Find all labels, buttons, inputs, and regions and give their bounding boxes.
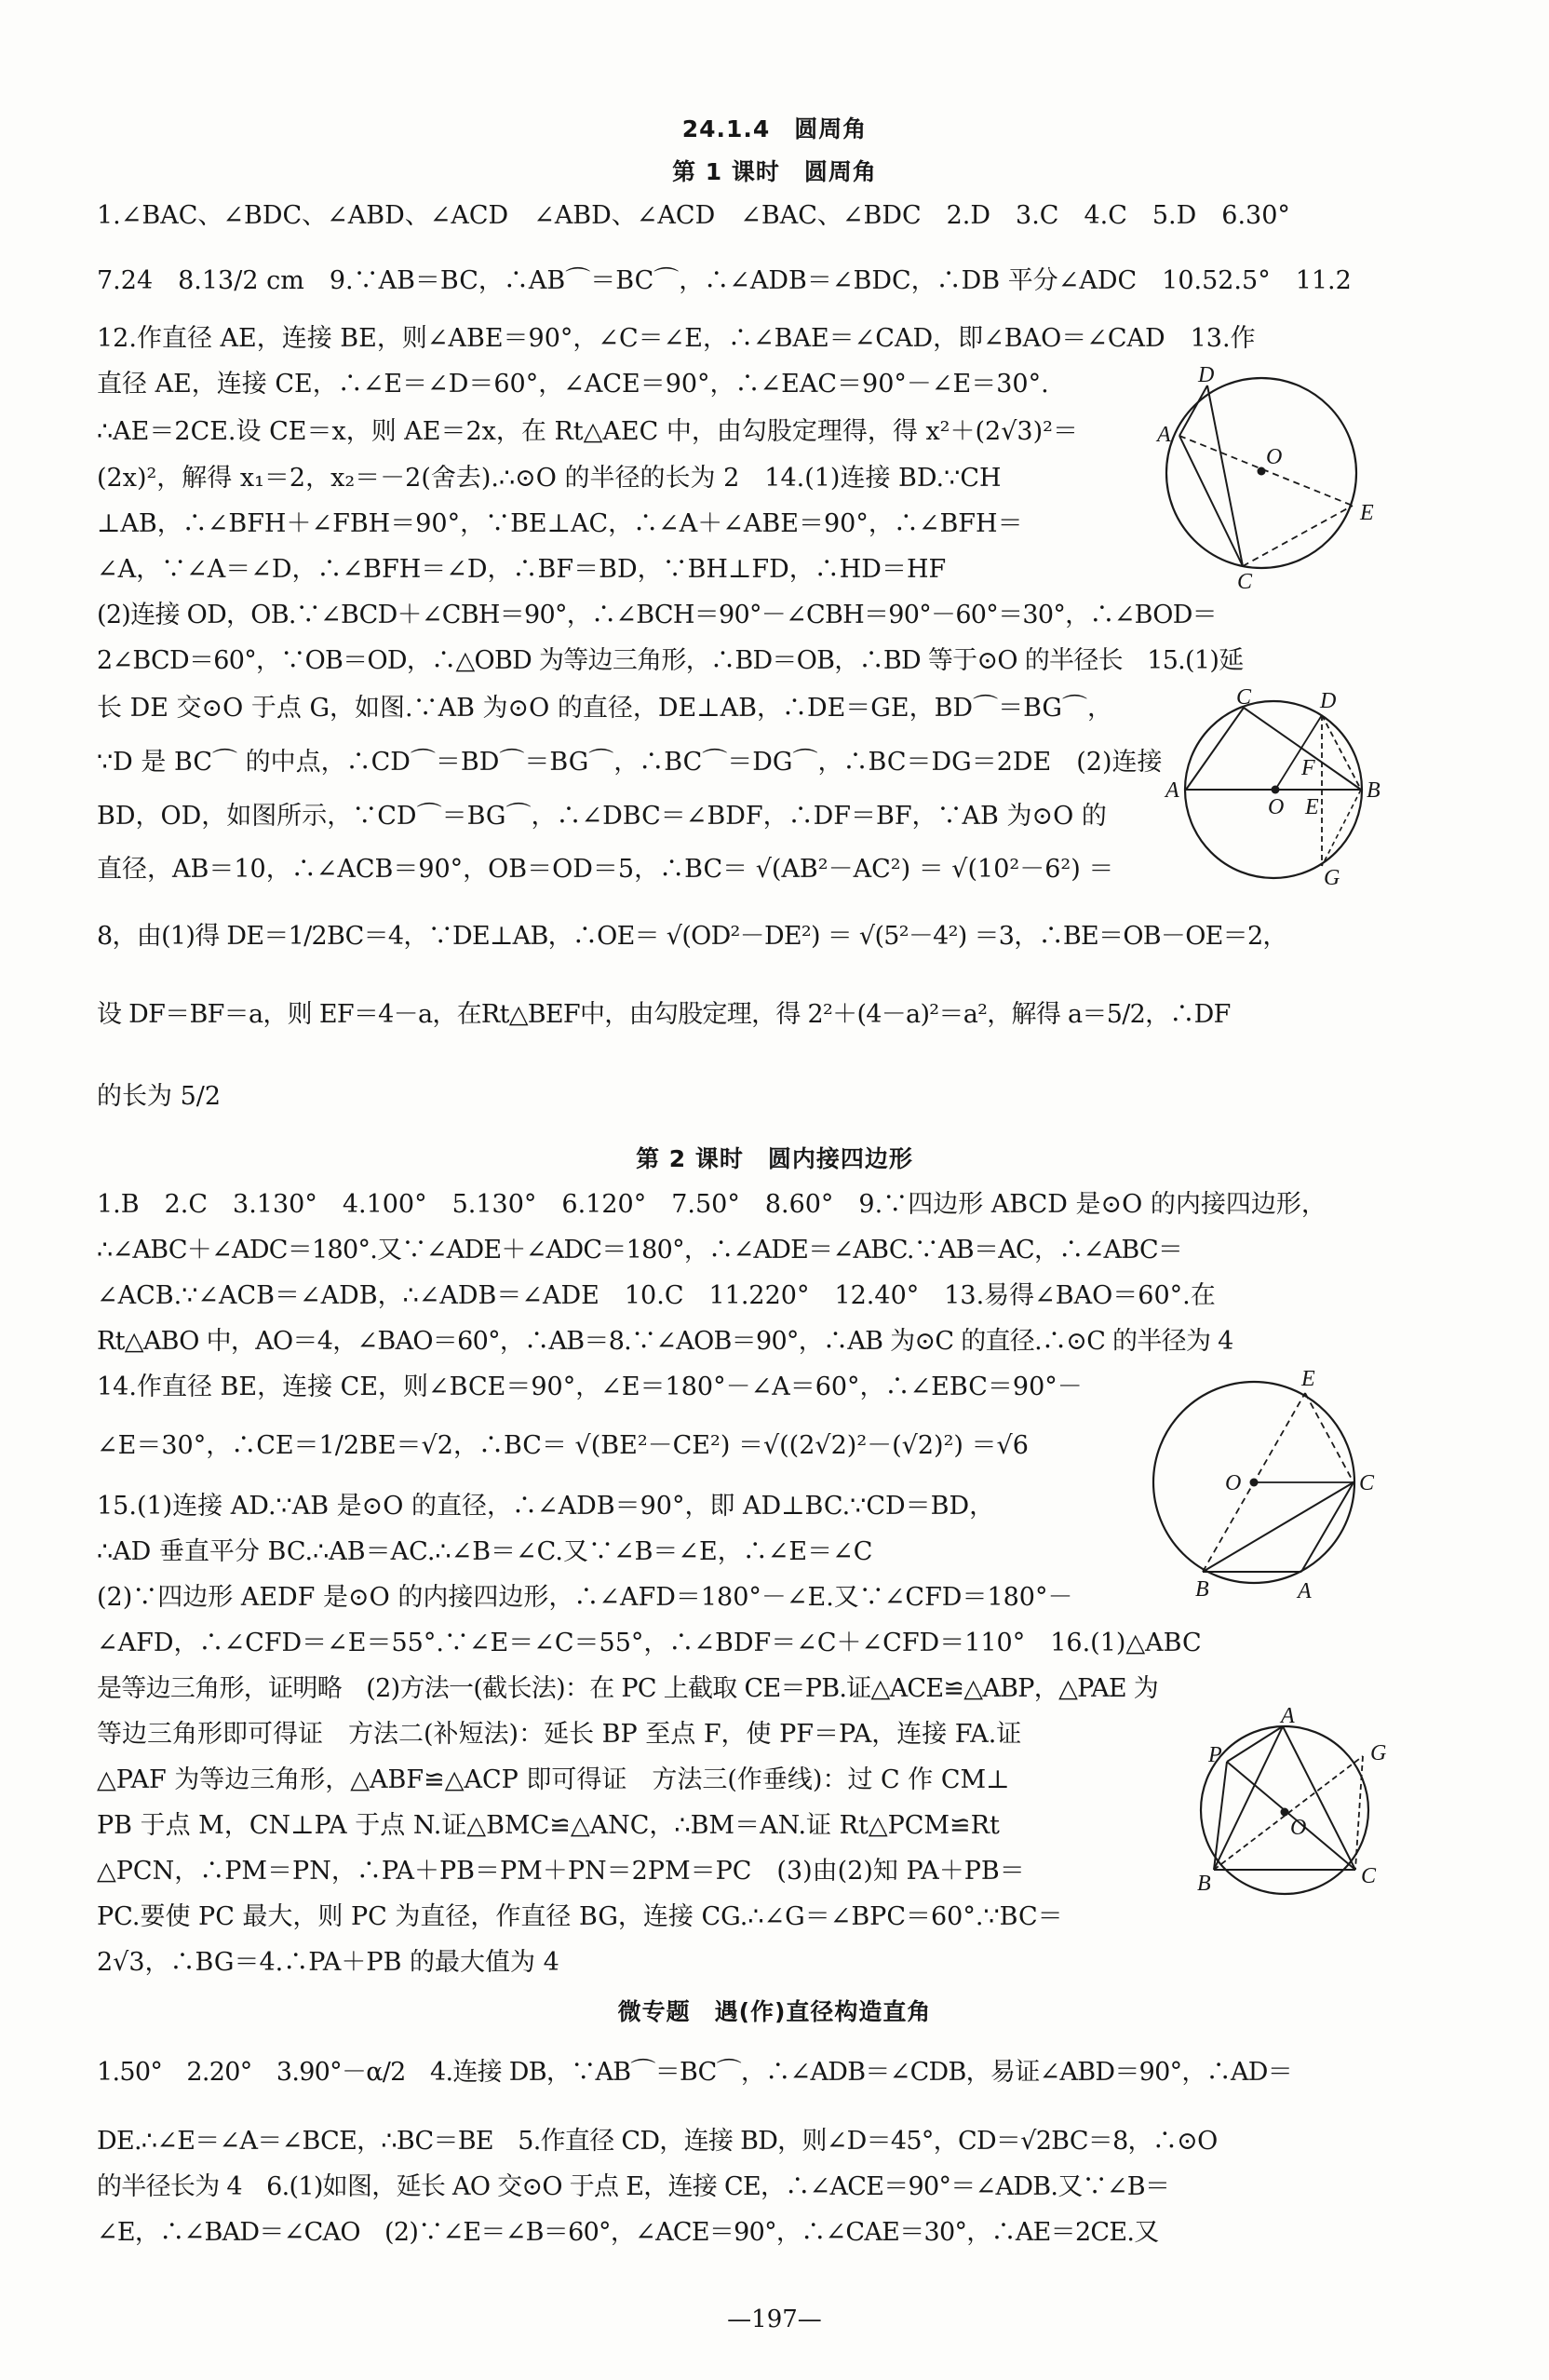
fig4-label-a: A [1281, 1704, 1295, 1728]
figure-circle-2 [1164, 685, 1396, 890]
micro-line-2: DE.∴∠E＝∠A＝∠BCE，∴BC＝BE 5.作直径 CD，连接 BD，则∠D＝45°，CD＝√2BC＝8，∴⊙O [97, 2127, 1218, 2156]
lesson2-line-12: 等边三角形即可得证 方法二(补短法)：延长 BP 至点 F，使 PF＝PA，连接 FA.证 [97, 1720, 1022, 1749]
fig3-label-o: O [1225, 1471, 1242, 1495]
micro-line-4: ∠E，∴∠BAD＝∠CAO (2)∵∠E＝∠B＝60°，∠ACE＝90°，∴∠CAE＝30°，∴AE＝2CE.又 [97, 2218, 1159, 2247]
page-number: —197— [727, 2306, 822, 2333]
lesson1-line-12: ∵D 是 BC⌒ 的中点，∴CD⌒＝BD⌒＝BG⌒，∴BC⌒＝DG⌒，∴BC＝DG＝2DE (2)连接 [97, 748, 1163, 777]
fig2-label-e: E [1305, 795, 1319, 819]
lesson1-title: 第 1 课时 圆周角 [672, 158, 877, 185]
fig3-label-e: E [1301, 1367, 1315, 1391]
fig3-label-a: A [1298, 1579, 1312, 1603]
lesson2-line-3: ∠ACB.∵∠ACB＝∠ADB，∴∠ADB＝∠ADE 10.C 11.220° 12.40° 13.易得∠BAO＝60°.在 [97, 1281, 1216, 1310]
fig1-label-c: C [1237, 570, 1253, 594]
fig1-label-e: E [1360, 501, 1374, 525]
fig2-label-g: G [1324, 866, 1340, 890]
lesson1-line-16: 设 DF＝BF＝a，则 EF＝4－a，在Rt△BEF中，由勾股定理，得 2²＋(4－a)²＝a²，解得 a＝5/2，∴DF [97, 1000, 1231, 1029]
fig3-label-b: B [1195, 1577, 1209, 1602]
fig1-label-o: O [1266, 445, 1283, 469]
lesson1-line-4: 直径 AE，连接 CE，∴∠E＝∠D＝60°，∠ACE＝90°，∴∠EAC＝90°－∠E＝30°. [97, 370, 1049, 399]
micro-line-3: 的半径长为 4 6.(1)如图，延长 AO 交⊙O 于点 E，连接 CE，∴∠ACE＝90°＝∠ADB.又∵∠B＝ [97, 2172, 1170, 2201]
lesson1-line-10: 2∠BCD＝60°，∵OB＝OD，∴△OBD 为等边三角形，∴BD＝OB，∴BD 等于⊙O 的半径长 15.(1)延 [97, 646, 1244, 675]
lesson1-line-5: ∴AE＝2CE.设 CE＝x，则 AE＝2x，在 Rt△AEC 中，由勾股定理得，得 x²＋(2√3)²＝ [97, 417, 1078, 446]
lesson1-line-8: ∠A，∵∠A＝∠D，∴∠BFH＝∠D，∴BF＝BD，∵BH⊥FD，∴HD＝HF [97, 555, 947, 584]
lesson1-line-2: 7.24 8.13/2 cm 9.∵AB＝BC，∴AB⌒＝BC⌒，∴∠ADB＝∠BDC，∴DB 平分∠ADC 10.52.5° 11.2 [97, 266, 1352, 295]
lesson1-line-6: (2x)²，解得 x₁＝2，x₂＝－2(舍去).∴⊙O 的半径的长为 2 14.(1)连接 BD.∵CH [97, 464, 1002, 493]
fig4-label-g: G [1370, 1741, 1387, 1765]
lesson2-line-14: PB 于点 M，CN⊥PA 于点 N.证△BMC≌△ANC，∴BM＝AN.证 Rt△PCM≌Rt [97, 1811, 1000, 1840]
lesson2-line-17: 2√3，∴BG＝4.∴PA＋PB 的最大值为 4 [97, 1948, 559, 1977]
fig2-label-d: D [1320, 689, 1337, 713]
fig2-label-b: B [1367, 778, 1381, 803]
lesson1-line-13: BD，OD，如图所示，∵CD⌒＝BG⌒，∴∠DBC＝∠BDF，∴DF＝BF，∵AB 为⊙O 的 [97, 802, 1107, 831]
lesson1-line-7: ⊥AB，∴∠BFH＋∠FBH＝90°，∵BE⊥AC，∴∠A＋∠ABE＝90°，∴∠BFH＝ [97, 509, 1023, 538]
micro-title: 微专题 遇(作)直径构造直角 [617, 1998, 932, 2025]
fig1-label-a: A [1157, 423, 1171, 447]
lesson2-line-10: ∠AFD，∴∠CFD＝∠E＝55°.∵∠E＝∠C＝55°，∴∠BDF＝∠C＋∠CFD＝110° 16.(1)△ABC [97, 1629, 1202, 1657]
lesson2-line-6: ∠E＝30°，∴CE＝1/2BE＝√2，∴BC＝ √(BE²－CE²) ＝√((2√2)²－(√2)²) ＝√6 [97, 1431, 1029, 1460]
figure-circle-1 [1140, 361, 1382, 594]
lesson2-line-4: Rt△ABO 中，AO＝4，∠BAO＝60°，∴AB＝8.∵∠AOB＝90°，∴AB 为⊙C 的直径.∴⊙C 的半径为 4 [97, 1327, 1233, 1356]
lesson2-line-5: 14.作直径 BE，连接 CE，则∠BCE＝90°，∠E＝180°－∠A＝60°，∴∠EBC＝90°－ [97, 1373, 1083, 1401]
lesson2-line-7: 15.(1)连接 AD.∵AB 是⊙O 的直径，∴∠ADB＝90°，即 AD⊥BC.∵CD＝BD， [97, 1492, 995, 1521]
lesson1-line-14: 直径，AB＝10，∴∠ACB＝90°，OB＝OD＝5，∴BC＝ √(AB²－AC²) ＝ √(10²－6²) ＝ [97, 855, 1114, 884]
fig2-label-f: F [1301, 756, 1315, 780]
fig1-label-d: D [1198, 363, 1215, 387]
micro-line-1: 1.50° 2.20° 3.90°－α/2 4.连接 DB，∵AB⌒＝BC⌒，∴∠ADB＝∠CDB，易证∠ABD＝90°，∴AD＝ [97, 2058, 1293, 2087]
fig4-label-p: P [1208, 1743, 1222, 1767]
fig3-label-c: C [1359, 1471, 1375, 1495]
lesson2-line-2: ∴∠ABC＋∠ADC＝180°.又∵∠ADE＋∠ADC＝180°，∴∠ADE＝∠ABC.∵AB＝AC，∴∠ABC＝ [97, 1236, 1183, 1264]
fig2-label-c: C [1236, 685, 1252, 710]
lesson2-line-9: (2)∵四边形 AEDF 是⊙O 的内接四边形，∴∠AFD＝180°－∠E.又∵∠CFD＝180°－ [97, 1583, 1073, 1612]
fig2-label-a: A [1165, 778, 1179, 803]
lesson1-line-1: 1.∠BAC、∠BDC、∠ABD、∠ACD ∠ABD、∠ACD ∠BAC、∠BDC 2.D 3.C 4.C 5.D 6.30° [97, 201, 1290, 230]
lesson1-line-9: (2)连接 OD，OB.∵∠BCD＋∠CBH＝90°，∴∠BCH＝90°－∠CBH＝90°－60°＝30°，∴∠BOD＝ [97, 601, 1217, 629]
lesson2-line-13: △PAF 为等边三角形，△ABF≌△ACP 即可得证 方法三(作垂线)：过 C 作 CM⊥ [97, 1765, 1010, 1794]
lesson2-line-16: PC.要使 PC 最大，则 PC 为直径，作直径 BG，连接 CG.∴∠G＝∠BPC＝60°.∵BC＝ [97, 1902, 1063, 1931]
lesson1-line-17: 的长为 5/2 [97, 1082, 222, 1111]
fig4-label-o: O [1290, 1816, 1307, 1840]
lesson2-title: 第 2 课时 圆内接四边形 [636, 1145, 913, 1172]
figure-circle-3 [1138, 1365, 1380, 1607]
lesson1-line-11: 长 DE 交⊙O 于点 G，如图.∵AB 为⊙O 的直径，DE⊥AB，∴DE＝GE，BD⌒＝BG⌒， [97, 694, 1112, 723]
fig4-label-b: B [1197, 1872, 1211, 1896]
lesson2-line-11: 是等边三角形，证明略 (2)方法一(截长法)：在 PC 上截取 CE＝PB.证△ACE≌△ABP，△PAE 为 [97, 1674, 1159, 1703]
lesson1-line-15: 8，由(1)得 DE＝1/2BC＝4，∵DE⊥AB，∴OE＝ √(OD²－DE²) ＝ √(5²－4²) ＝3，∴BE＝OB－OE＝2， [97, 922, 1287, 951]
lesson1-line-3: 12.作直径 AE，连接 BE，则∠ABE＝90°，∠C＝∠E，∴∠BAE＝∠CAD，即∠BAO＝∠CAD 13.作 [97, 324, 1256, 353]
fig2-label-o: O [1268, 795, 1285, 819]
lesson2-line-1: 1.B 2.C 3.130° 4.100° 5.130° 6.120° 7.50° 8.60° 9.∵四边形 ABCD 是⊙O 的内接四边形， [97, 1190, 1327, 1219]
lesson2-line-8: ∴AD 垂直平分 BC.∴AB＝AC.∴∠B＝∠C.又∵∠B＝∠E，∴∠E＝∠C [97, 1537, 873, 1566]
fig4-label-c: C [1361, 1864, 1377, 1888]
figure-circle-4 [1180, 1704, 1394, 1909]
section-title: 24.1.4 圆周角 [681, 115, 868, 142]
lesson2-line-15: △PCN，∴PM＝PN，∴PA＋PB＝PM＋PN＝2PM＝PC (3)由(2)知 PA＋PB＝ [97, 1857, 1025, 1886]
